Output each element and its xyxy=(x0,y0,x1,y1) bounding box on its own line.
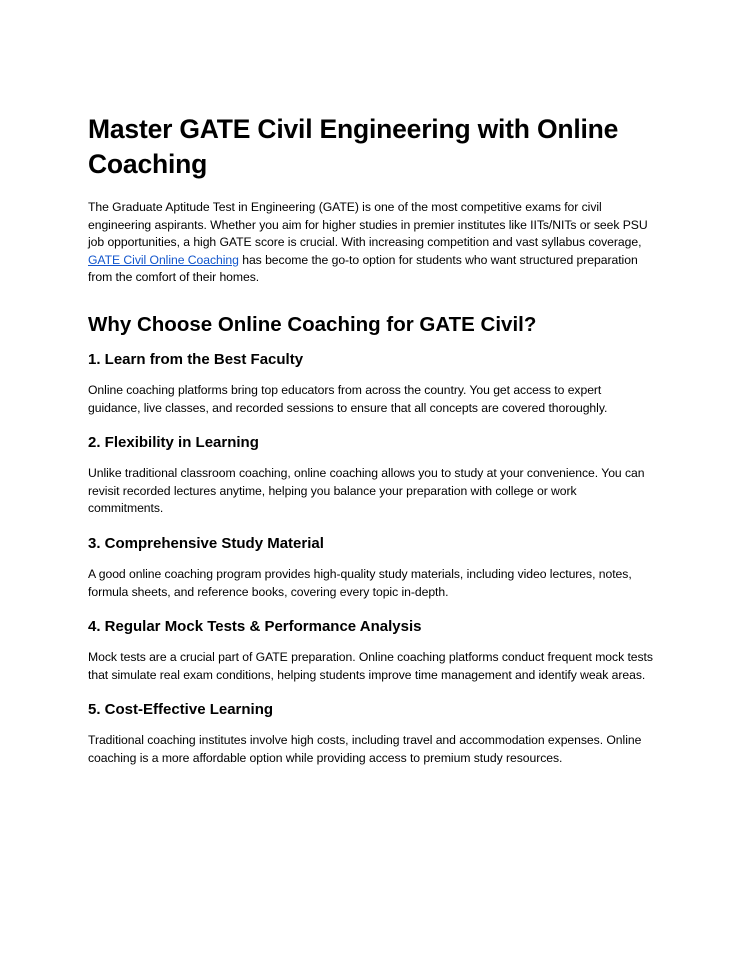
subsection-heading-faculty: 1. Learn from the Best Faculty xyxy=(88,350,304,368)
subsection-heading-mock-tests: 4. Regular Mock Tests & Performance Analysis xyxy=(88,618,422,636)
subsection-heading-flexibility: 2. Flexibility in Learning xyxy=(88,434,259,452)
page-title: Master GATE Civil Engineering with Online Coaching xyxy=(88,114,619,179)
subsection-heading-study-material: 3. Comprehensive Study Material xyxy=(88,534,324,552)
subsection-body-cost-effective: Traditional coaching institutes involve high costs, including travel and accommodation expenses. Online coaching is a more affordable option while providing access to premium study resources. xyxy=(88,733,642,765)
intro-text-before-link: The Graduate Aptitude Test in Engineering (GATE) is one of the most competitive exams for civil engineering aspirants. Whether you aim for higher studies in premier institutes like IITs/NITs or seek PSU job opportunities, a high GATE score is crucial. With increasing competition and vast syllabus coverage, xyxy=(88,200,648,250)
intro-text-after-link: has become the go-to option for students who want structured preparation from the comfort of their homes. xyxy=(88,252,638,285)
document-page xyxy=(88,112,653,768)
subsection-heading-cost-effective: 5. Cost-Effective Learning xyxy=(88,701,274,719)
gate-civil-online-coaching-link[interactable]: GATE Civil Online Coaching xyxy=(88,252,239,267)
subsection-body-study-material: A good online coaching program provides high-quality study materials, including video lectures, notes, formula sheets, and reference books, covering every topic in-depth. xyxy=(88,566,632,599)
subsection-body-flexibility: Unlike traditional classroom coaching, online coaching allows you to study at your convenience. You can revisit recorded lectures anytime, helping you balance your preparation with college or work commitments. xyxy=(88,466,645,516)
subsection-body-faculty: Online coaching platforms bring top educators from across the country. You get access to expert guidance, live classes, and recorded sessions to ensure that all concepts are covered thoroughly. xyxy=(88,382,608,415)
intro-paragraph xyxy=(88,199,653,287)
subsection-body-mock-tests: Mock tests are a crucial part of GATE preparation. Online coaching platforms conduct frequent mock tests that simulate real exam conditions, helping students improve time management and identify weak areas. xyxy=(88,650,653,682)
section-heading: Why Choose Online Coaching for GATE Civil? xyxy=(88,312,537,336)
